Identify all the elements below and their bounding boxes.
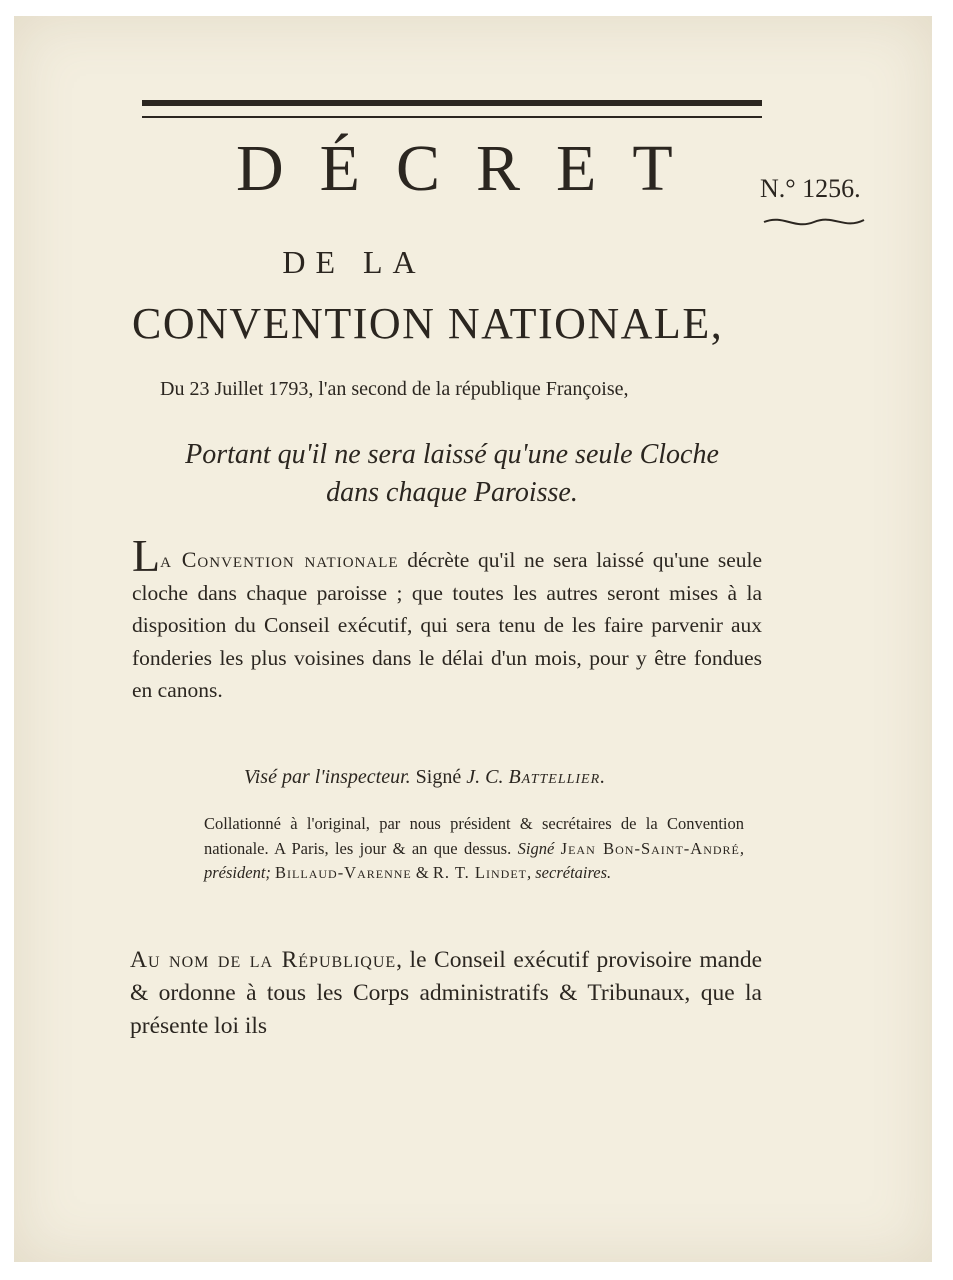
header-double-rule bbox=[142, 100, 762, 118]
decree-body-text: décrète qu'il ne sera laissé qu'une seule cloche dans chaque paroisse ; que toutes les autres seront mises à la disposition du Conseil exécutif, qui sera tenu de les faire parvenir aux fonderies les plus voisines dans le délai d'un mois, pour y être fondues en canons. bbox=[132, 548, 762, 702]
vise-signe: Signé bbox=[410, 766, 467, 788]
vise-initials: J. C. bbox=[466, 766, 509, 788]
inspector-signature bbox=[244, 766, 764, 789]
collation-block bbox=[204, 812, 744, 886]
secretary-2-name: R. T. Lindet bbox=[432, 863, 527, 882]
drop-cap: L bbox=[132, 530, 161, 581]
promulgation-smallcaps: Au nom de la République bbox=[130, 947, 397, 973]
decree-number: N.° 1256. bbox=[760, 174, 861, 203]
promulgation-paragraph bbox=[130, 944, 762, 1043]
secretary-1-name: Billaud-Varenne bbox=[275, 863, 412, 882]
decree-body bbox=[132, 530, 762, 707]
subject-line-1: Portant qu'il ne sera laissé qu'une seule Cloche bbox=[185, 439, 719, 470]
document-page bbox=[14, 16, 932, 1262]
collation-text: Collationné à l'original, par nous président & secrétaires de la Convention nationale. A Paris, les jour & an que dessus. bbox=[204, 814, 744, 858]
convention-nationale-title: CONVENTION NATIONALE, bbox=[132, 299, 724, 348]
collation-signe: Signé bbox=[517, 838, 561, 858]
collation-amp: & bbox=[411, 863, 433, 882]
president-title: , président; bbox=[204, 838, 745, 882]
decree-dateline: Du 23 Juillet 1793, l'an second de la république Françoise, bbox=[160, 378, 629, 400]
president-name: Jean Bon-Saint-André bbox=[560, 838, 740, 858]
vise-name: Battellier. bbox=[508, 766, 607, 788]
decree-title-de-la: DE LA bbox=[282, 244, 426, 280]
subject-line-2: dans chaque Paroisse. bbox=[326, 477, 578, 508]
promulgation-text: , le Conseil exécutif provisoire mande & ordonne à tous les Corps administratifs & Tribunaux, que la présente loi ils bbox=[130, 947, 762, 1039]
decree-subject bbox=[134, 436, 770, 512]
decree-title: DÉCRET bbox=[236, 132, 709, 205]
secretaries-title: , secrétaires. bbox=[527, 863, 612, 882]
vise-prefix: Visé par l'inspecteur. bbox=[244, 766, 411, 788]
swash-ornament-icon bbox=[760, 212, 870, 232]
decree-body-smallcaps: a Convention nationale bbox=[160, 547, 399, 572]
